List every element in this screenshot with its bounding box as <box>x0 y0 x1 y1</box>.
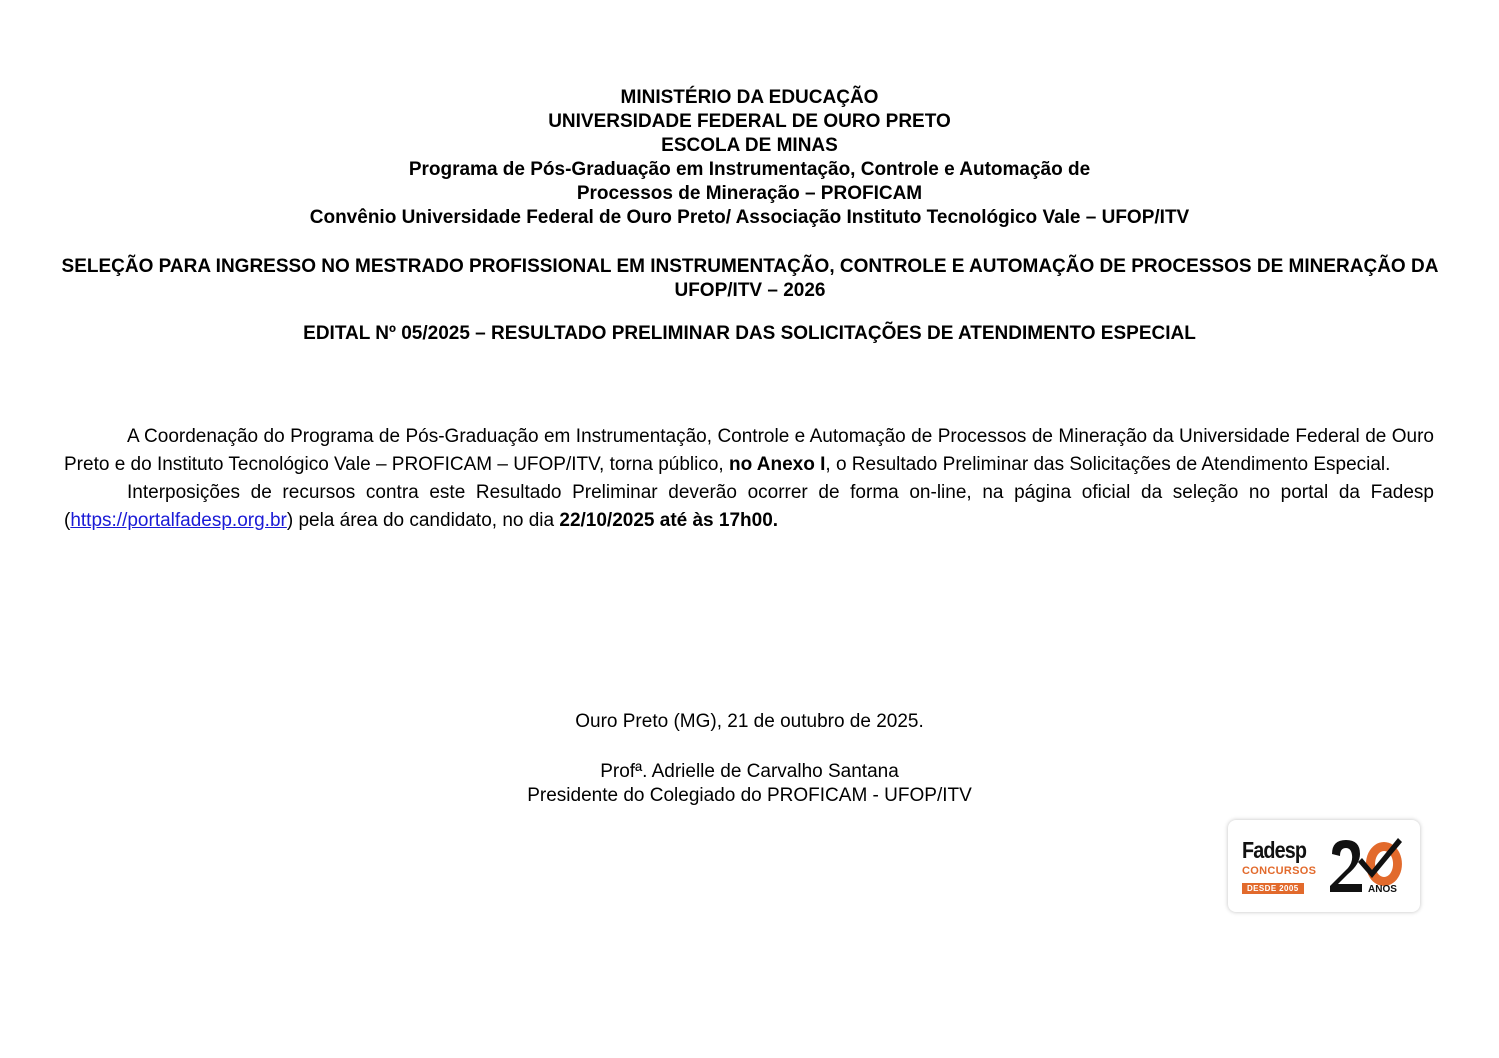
edital-title: EDITAL Nº 05/2025 – RESULTADO PRELIMINAR DAS SOLICITAÇÕES DE ATENDIMENTO ESPECIAL <box>303 323 1196 344</box>
paragraph2-text-middle: ) pela área do candidato, no dia <box>286 510 560 531</box>
paragraph1-text-end: , o Resultado Preliminar das Solicitações de Atendimento Especial. <box>825 454 1391 475</box>
header-line-agreement: Convênio Universidade Federal de Ouro Preto/ Associação Instituto Tecnológico Vale – UFOP/ITV <box>309 207 1190 228</box>
logo-concursos-text: CONCURSOS <box>1242 865 1317 877</box>
fadesp-logo <box>1228 820 1420 912</box>
paragraph1-text-start: A Coordenação do Programa de Pós-Graduação em Instrumentação, Controle e Automação de Processos de Mineração da Universidade Federal de Ouro Preto e do Instituto Tecnológico Vale – PROFICAM – UFOP/ITV, torna público, <box>64 426 1434 475</box>
paragraph-appeals <box>64 479 1434 535</box>
annex-reference: no Anexo I <box>728 454 826 475</box>
selection-title: SELEÇÃO PARA INGRESSO NO MESTRADO PROFISSIONAL EM INSTRUMENTAÇÃO, CONTROLE E AUTOMAÇÃO DE PROCESSOS DE MINERAÇÃO DA UFOP/ITV – 2026 <box>61 256 1439 301</box>
deadline-date: 22/10/2025 até às 17h00. <box>559 510 779 531</box>
header-line-university: UNIVERSIDADE FEDERAL DE OURO PRETO <box>548 111 951 132</box>
header-line-ministry: MINISTÉRIO DA EDUCAÇÃO <box>620 87 879 108</box>
header-line-program: Programa de Pós-Graduação em Instrumentação, Controle e Automação de <box>408 159 1091 180</box>
paragraph-announcement <box>64 423 1434 479</box>
signatory-role: Presidente do Colegiado do PROFICAM - UFOP/ITV <box>527 785 972 806</box>
signature-block <box>0 760 1499 808</box>
body-text <box>64 423 1434 535</box>
logo-wordmark <box>1242 838 1322 896</box>
signatory-name: Profª. Adrielle de Carvalho Santana <box>600 761 899 782</box>
header-line-school: ESCOLA DE MINAS <box>661 135 838 156</box>
logo-since-badge: DESDE 2005 <box>1242 883 1304 894</box>
logo-anos-text: ANOS <box>1368 884 1397 895</box>
paragraph2-text-start: Interposições de recursos contra este Resultado Preliminar deverão ocorrer de forma on-line, na página oficial da seleção no portal da Fadesp ( <box>64 482 1434 531</box>
place-and-date: Ouro Preto (MG), 21 de outubro de 2025. <box>575 711 924 732</box>
logo-brand-text: Fadesp <box>1242 837 1307 863</box>
portal-link[interactable]: https://portalfadesp.org.br <box>70 510 287 531</box>
header-line-program-cont: Processos de Mineração – PROFICAM <box>576 183 923 204</box>
institution-header <box>0 86 1499 230</box>
